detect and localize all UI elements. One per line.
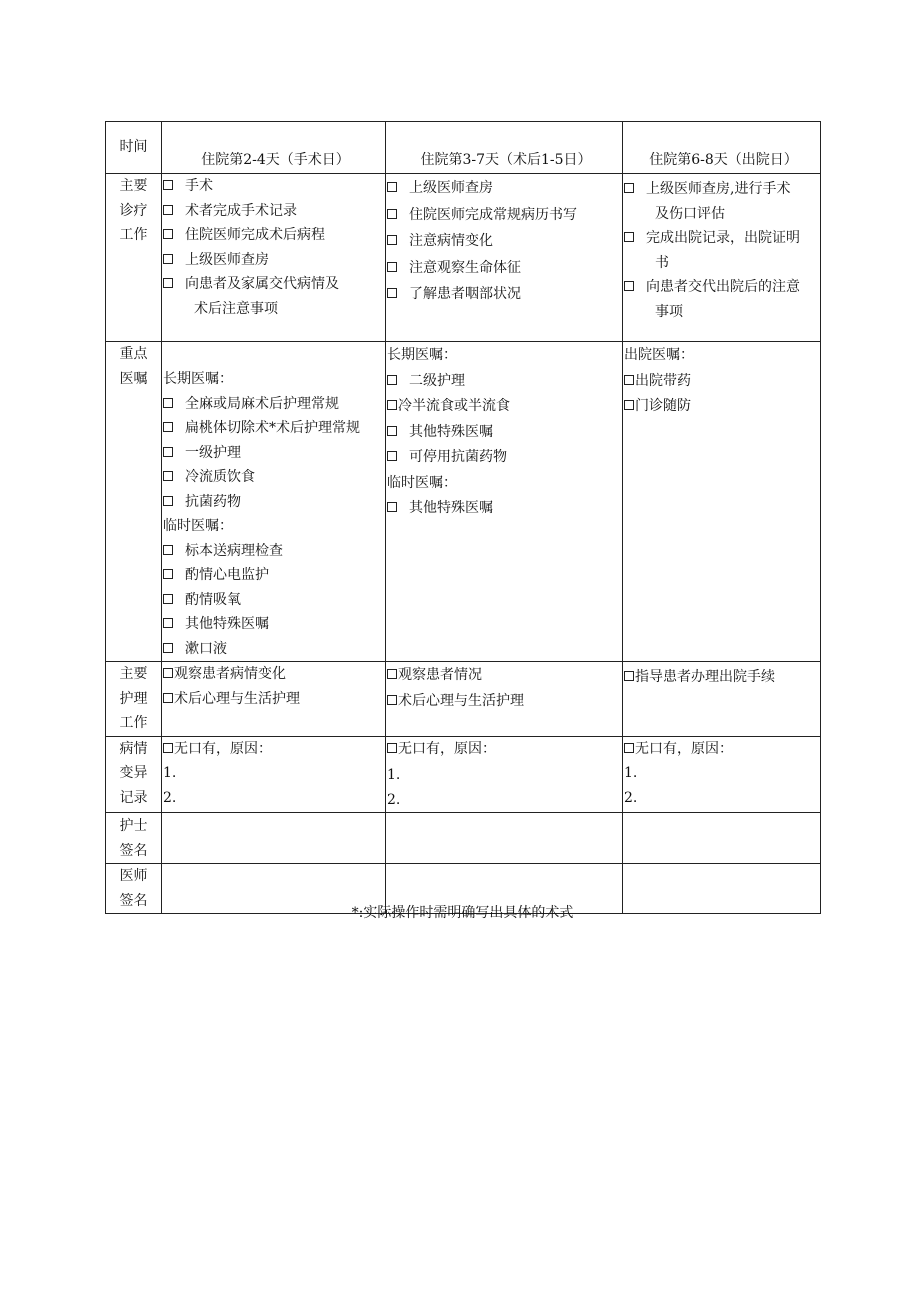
- checkbox-item[interactable]: 观察患者情况: [386, 663, 622, 688]
- doctor-sign-label: 医师 签名: [106, 864, 162, 914]
- clinical-pathway-table: [105, 121, 821, 914]
- nurse-sign-col2[interactable]: [386, 813, 623, 864]
- checkbox-item[interactable]: 术后心理与生活护理: [162, 687, 385, 712]
- header-col2: 住院第3-7天（术后1-5日）: [386, 122, 623, 174]
- checkbox-icon[interactable]: [387, 288, 397, 298]
- checkbox-item[interactable]: 标本送病理检查: [162, 539, 385, 564]
- checkbox-icon[interactable]: [387, 426, 397, 436]
- checkbox-icon[interactable]: [163, 422, 173, 432]
- continuation-text: 书: [655, 254, 669, 271]
- checkbox-item[interactable]: 无口有，原因：: [623, 737, 820, 762]
- continuation-text: 术后注意事项: [194, 300, 278, 317]
- checkbox-item[interactable]: 手术: [162, 174, 385, 199]
- main-work-col1: [162, 174, 386, 342]
- checkbox-icon[interactable]: [387, 743, 397, 753]
- checkbox-item[interactable]: 向患者交代出院后的注意: [623, 275, 820, 300]
- checkbox-icon[interactable]: [163, 254, 173, 264]
- checkbox-item[interactable]: 观察患者病情变化: [162, 662, 385, 687]
- footnote: *:实际操作时需明确写出具体的术式: [351, 905, 574, 921]
- checkbox-item[interactable]: 完成出院记录，出院证明: [623, 226, 820, 251]
- checkbox-item[interactable]: 无口有，原因：: [162, 737, 385, 762]
- checkbox-icon[interactable]: [163, 643, 173, 653]
- checkbox-item[interactable]: 酌情心电监护: [162, 563, 385, 588]
- checkbox-icon[interactable]: [387, 502, 397, 512]
- checkbox-item[interactable]: 上级医师查房: [386, 176, 622, 201]
- checkbox-icon[interactable]: [163, 205, 173, 215]
- checkbox-item[interactable]: 其他特殊医嘱: [162, 612, 385, 637]
- variance-line-2[interactable]: 2.: [624, 789, 638, 806]
- checkbox-icon[interactable]: [624, 183, 634, 193]
- variance-col1: [162, 736, 386, 813]
- checkbox-icon[interactable]: [387, 235, 397, 245]
- checkbox-item[interactable]: 上级医师查房,进行手术: [623, 177, 820, 202]
- checkbox-item[interactable]: 门诊随防: [623, 394, 820, 419]
- variance-line-2[interactable]: 2.: [387, 791, 401, 808]
- checkbox-item[interactable]: 上级医师查房: [162, 248, 385, 273]
- nurse-sign-col1[interactable]: [162, 813, 386, 864]
- nursing-col2: [386, 662, 623, 737]
- checkbox-icon[interactable]: [624, 232, 634, 242]
- nurse-sign-label: 护士 签名: [106, 813, 162, 864]
- checkbox-item[interactable]: 冷流质饮食: [162, 465, 385, 490]
- checkbox-item[interactable]: 向患者及家属交代病情及: [162, 272, 385, 297]
- time-label: 时间: [119, 139, 148, 155]
- nursing-col3: [623, 662, 821, 737]
- variance-col2: [386, 736, 623, 813]
- checkbox-item[interactable]: 可停用抗菌药物: [386, 445, 622, 470]
- checkbox-icon[interactable]: [624, 400, 634, 410]
- checkbox-icon[interactable]: [387, 209, 397, 219]
- variance-line-2[interactable]: 2.: [163, 789, 177, 806]
- checkbox-icon[interactable]: [163, 471, 173, 481]
- checkbox-icon[interactable]: [387, 400, 397, 410]
- continuation-text: 及伤口评估: [655, 205, 725, 222]
- variance-label: 病情 变异 记录: [106, 736, 162, 813]
- checkbox-item[interactable]: 全麻或局麻术后护理常规: [162, 392, 385, 417]
- variance-row: [106, 736, 821, 813]
- checkbox-icon[interactable]: [387, 182, 397, 192]
- variance-line-1[interactable]: 1.: [624, 765, 638, 781]
- checkbox-item[interactable]: 二级护理: [386, 369, 622, 394]
- checkbox-item[interactable]: 扁桃体切除术*术后护理常规: [162, 416, 385, 441]
- checkbox-item[interactable]: 漱口液: [162, 637, 385, 662]
- time-label-cell: [106, 122, 162, 174]
- checkbox-icon[interactable]: [163, 668, 173, 678]
- checkbox-icon[interactable]: [163, 278, 173, 288]
- orders-row: [106, 342, 821, 662]
- checkbox-item[interactable]: 冷半流食或半流食: [386, 394, 622, 419]
- header-col3: 住院第6-8天（出院日）: [623, 122, 821, 174]
- checkbox-icon[interactable]: [163, 618, 173, 628]
- checkbox-item[interactable]: 了解患者咽部状况: [386, 282, 622, 307]
- checkbox-icon[interactable]: [163, 594, 173, 604]
- variance-col3: [623, 736, 821, 813]
- continuation-text: 事项: [655, 303, 683, 320]
- header-row: [106, 122, 821, 174]
- checkbox-icon[interactable]: [387, 695, 397, 705]
- orders-col1: [162, 342, 386, 662]
- checkbox-icon[interactable]: [163, 693, 173, 703]
- checkbox-item[interactable]: 术者完成手术记录: [162, 199, 385, 224]
- nursing-row: [106, 662, 821, 737]
- main-work-col3: [623, 174, 821, 342]
- checkbox-icon[interactable]: [163, 545, 173, 555]
- orders-col3: [623, 342, 821, 662]
- nursing-col1: [162, 662, 386, 737]
- checkbox-icon[interactable]: [624, 375, 634, 385]
- checkbox-item[interactable]: 注意病情变化: [386, 229, 622, 254]
- checkbox-item[interactable]: 出院带药: [623, 369, 820, 394]
- temporary-orders-heading: 临时医嘱：: [163, 518, 233, 534]
- checkbox-item[interactable]: 指导患者办理出院手续: [623, 665, 820, 690]
- main-work-label: 主要 诊疗 工作: [106, 174, 162, 342]
- nurse-sign-col3[interactable]: [623, 813, 821, 864]
- long-term-orders-heading: 长期医嘱：: [163, 371, 233, 387]
- variance-line-1[interactable]: 1.: [163, 765, 177, 781]
- orders-label: 重点 医嘱: [106, 342, 162, 662]
- nursing-label: 主要 护理 工作: [106, 662, 162, 737]
- main-work-col2: [386, 174, 623, 342]
- checkbox-icon[interactable]: [163, 180, 173, 190]
- checkbox-icon[interactable]: [163, 398, 173, 408]
- checkbox-icon[interactable]: [163, 569, 173, 579]
- main-work-row: [106, 174, 821, 342]
- checkbox-item[interactable]: 抗菌药物: [162, 490, 385, 515]
- checkbox-icon[interactable]: [387, 451, 397, 461]
- checkbox-item[interactable]: 一级护理: [162, 441, 385, 466]
- checkbox-item[interactable]: 其他特殊医嘱: [386, 420, 622, 445]
- checkbox-item[interactable]: 其他特殊医嘱: [386, 496, 622, 521]
- checkbox-icon[interactable]: [624, 281, 634, 291]
- variance-line-1[interactable]: 1.: [387, 767, 401, 783]
- checkbox-icon[interactable]: [387, 669, 397, 679]
- nurse-sign-row: [106, 813, 821, 864]
- orders-col2: [386, 342, 623, 662]
- checkbox-item[interactable]: 住院医师完成常规病历书写: [386, 203, 622, 228]
- checkbox-item[interactable]: 术后心理与生活护理: [386, 689, 622, 714]
- checkbox-icon[interactable]: [387, 262, 397, 272]
- checkbox-icon[interactable]: [163, 743, 173, 753]
- checkbox-item[interactable]: 无口有，原因：: [386, 737, 622, 762]
- checkbox-icon[interactable]: [163, 496, 173, 506]
- checkbox-icon[interactable]: [624, 743, 634, 753]
- checkbox-item[interactable]: 酌情吸氧: [162, 588, 385, 613]
- checkbox-item[interactable]: 住院医师完成术后病程: [162, 223, 385, 248]
- checkbox-icon[interactable]: [387, 375, 397, 385]
- long-term-orders-heading: 长期医嘱：: [387, 347, 457, 363]
- discharge-orders-heading: 出院医嘱：: [624, 347, 694, 363]
- checkbox-icon[interactable]: [624, 671, 634, 681]
- checkbox-item[interactable]: 注意观察生命体征: [386, 256, 622, 281]
- temporary-orders-heading: 临时医嘱：: [387, 474, 457, 491]
- header-col1: 住院第2-4天（手术日）: [162, 122, 386, 174]
- checkbox-icon[interactable]: [163, 447, 173, 457]
- checkbox-icon[interactable]: [163, 229, 173, 239]
